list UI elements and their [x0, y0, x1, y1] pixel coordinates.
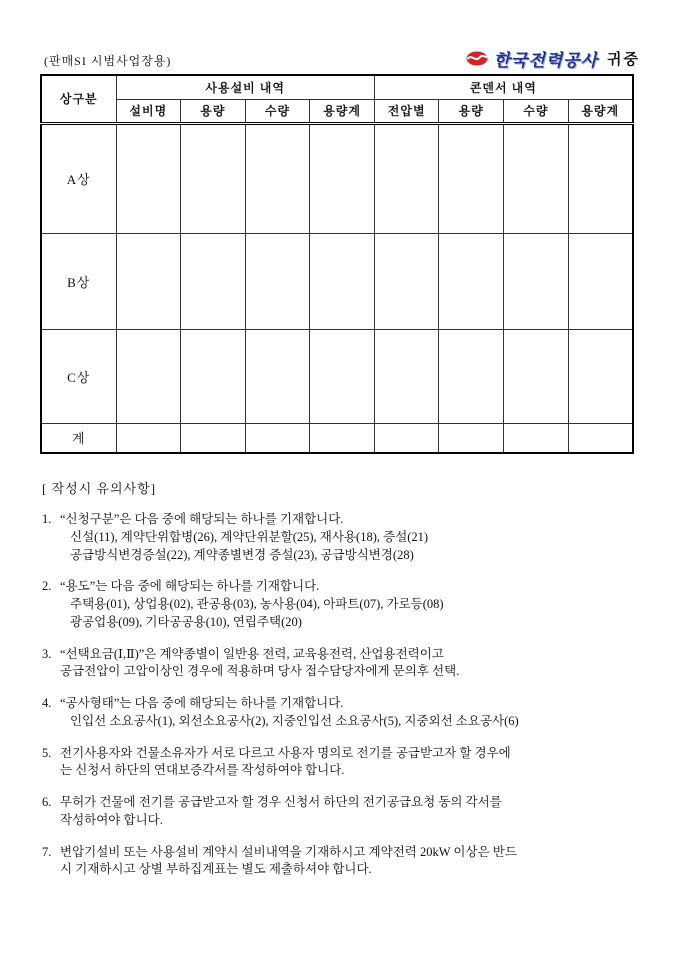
note-line: 신설(11), 계약단위합병(26), 계약단위분할(25), 재사용(18), 증설(21) [70, 529, 429, 544]
row-label-total: 계 [41, 423, 116, 453]
row-label-phase-c: C상 [41, 329, 116, 423]
honorific-label: 귀중 [607, 52, 640, 68]
note-line: 공급전압이 고압이상인 경우에 적용하며 당사 접수담당자에게 문의후 선택. [60, 664, 460, 679]
note-line: “신청구분”은 다음 중에 해당되는 하나를 기재합니다. [60, 512, 344, 526]
sub-header-row [41, 99, 633, 123]
note-line: 는 신청서 하단의 연대보증각서를 작성하여야 합니다. [60, 763, 345, 778]
table-cell [439, 423, 504, 453]
notes-section [42, 478, 648, 893]
table-cell [116, 329, 181, 423]
table-cell [116, 423, 181, 453]
note-line: 변압기설비 또는 사용설비 계약시 설비내역을 기재하시고 계약전력 20kW 이상은 반드 [60, 844, 517, 859]
note-line: 작성하여야 합니다. [60, 812, 163, 827]
table-cell [439, 123, 504, 233]
table-cell [310, 233, 375, 329]
note-line: 광공업용(09), 기타공공용(10), 연립주택(20) [70, 614, 302, 629]
row-label-phase-a: A상 [41, 123, 116, 233]
table-row-phase-b [41, 233, 633, 329]
note-number: 4. [42, 696, 52, 710]
note-number: 2. [42, 579, 52, 594]
table-cell [439, 233, 504, 329]
table-cell [181, 233, 246, 329]
note-item-2 [42, 578, 648, 631]
note-line: “공사형태”는 다음 중에 해당되는 하나를 기재합니다. [60, 696, 344, 710]
table-row-phase-a [41, 123, 633, 233]
table-row-phase-c [41, 329, 633, 423]
subheader-quantity-1: 수량 [245, 99, 310, 123]
note-line: 주택용(01), 상업용(02), 관공용(03), 농사용(04), 아파트(07), 가로등(08) [70, 597, 444, 611]
table-cell [116, 233, 181, 329]
subheader-capacity-2: 용량 [439, 99, 504, 123]
table-cell [568, 423, 633, 453]
notes-title: [ 작성시 유의사항] [42, 481, 157, 496]
table-cell [245, 423, 310, 453]
note-item-6 [42, 794, 648, 830]
table-cell [568, 329, 633, 423]
note-line: “선택요금(Ⅰ,Ⅱ)”은 계약종별이 일반용 전력, 교육용전력, 산업용전력이고 [60, 646, 444, 661]
table-cell [245, 233, 310, 329]
table-cell [504, 123, 569, 233]
table-cell [374, 423, 439, 453]
subheader-capacity-1: 용량 [181, 99, 246, 123]
note-line: “용도”는 다음 중에 해당되는 하나를 기재합니다. [60, 579, 320, 594]
group-header-usage-equipment: 사용설비 내역 [116, 75, 374, 99]
top-left-note: (판매SI 시범사업장용) [44, 54, 172, 68]
subheader-capacity-total-2: 용량계 [568, 99, 633, 123]
company-name: 한국전력공사 [493, 51, 599, 70]
note-number: 6. [42, 795, 52, 809]
table-cell [310, 123, 375, 233]
table-cell [504, 423, 569, 453]
table-cell [374, 329, 439, 423]
note-item-7 [42, 844, 648, 880]
table-cell [374, 233, 439, 329]
kepco-logo-icon [466, 51, 488, 66]
table-cell [504, 233, 569, 329]
note-item-1 [42, 511, 648, 564]
note-line: 시 기재하시고 상별 부하집계표는 별도 제출하셔야 합니다. [60, 862, 372, 877]
note-number: 1. [42, 512, 52, 526]
table-cell [245, 123, 310, 233]
table-cell [568, 233, 633, 329]
table-cell [504, 329, 569, 423]
subheader-quantity-2: 수량 [504, 99, 569, 123]
note-line: 공급방식변경증설(22), 계약종별변경 증설(23), 공급방식변경(28) [70, 547, 414, 562]
note-item-5 [42, 745, 648, 781]
note-line: 전기사용자와 건물소유자가 서로 다르고 사용자 명의로 전기를 공급받고자 할 경우에 [60, 745, 511, 760]
note-line: 무허가 건물에 전기를 공급받고자 할 경우 신청서 하단의 전기공급요청 동의 각서를 [60, 795, 502, 809]
table-cell [181, 423, 246, 453]
subheader-voltage-type: 전압별 [374, 99, 439, 123]
note-line: 인입선 소요공사(1), 외선소요공사(2), 지중인입선 소요공사(5), 지중외선 소요공사(6) [70, 713, 519, 728]
table-cell [310, 329, 375, 423]
note-number: 5. [42, 745, 52, 760]
equipment-table [40, 74, 634, 454]
phase-column-header: 상구분 [41, 75, 116, 123]
note-number: 7. [42, 844, 52, 859]
table-cell [245, 329, 310, 423]
table-cell [568, 123, 633, 233]
subheader-capacity-total-1: 용량계 [310, 99, 375, 123]
table-cell [181, 329, 246, 423]
logo-block [466, 46, 640, 71]
note-number: 3. [42, 646, 52, 661]
row-label-phase-b: B상 [41, 233, 116, 329]
table-row-total [41, 423, 633, 453]
note-item-3 [42, 646, 648, 682]
subheader-equipment-name: 설비명 [116, 99, 181, 123]
table-cell [181, 123, 246, 233]
table-cell [374, 123, 439, 233]
note-item-4 [42, 695, 648, 731]
group-header-row [41, 75, 633, 99]
group-header-condenser: 콘덴서 내역 [374, 75, 632, 99]
table-cell [116, 123, 181, 233]
table-cell [310, 423, 375, 453]
table-cell [439, 329, 504, 423]
